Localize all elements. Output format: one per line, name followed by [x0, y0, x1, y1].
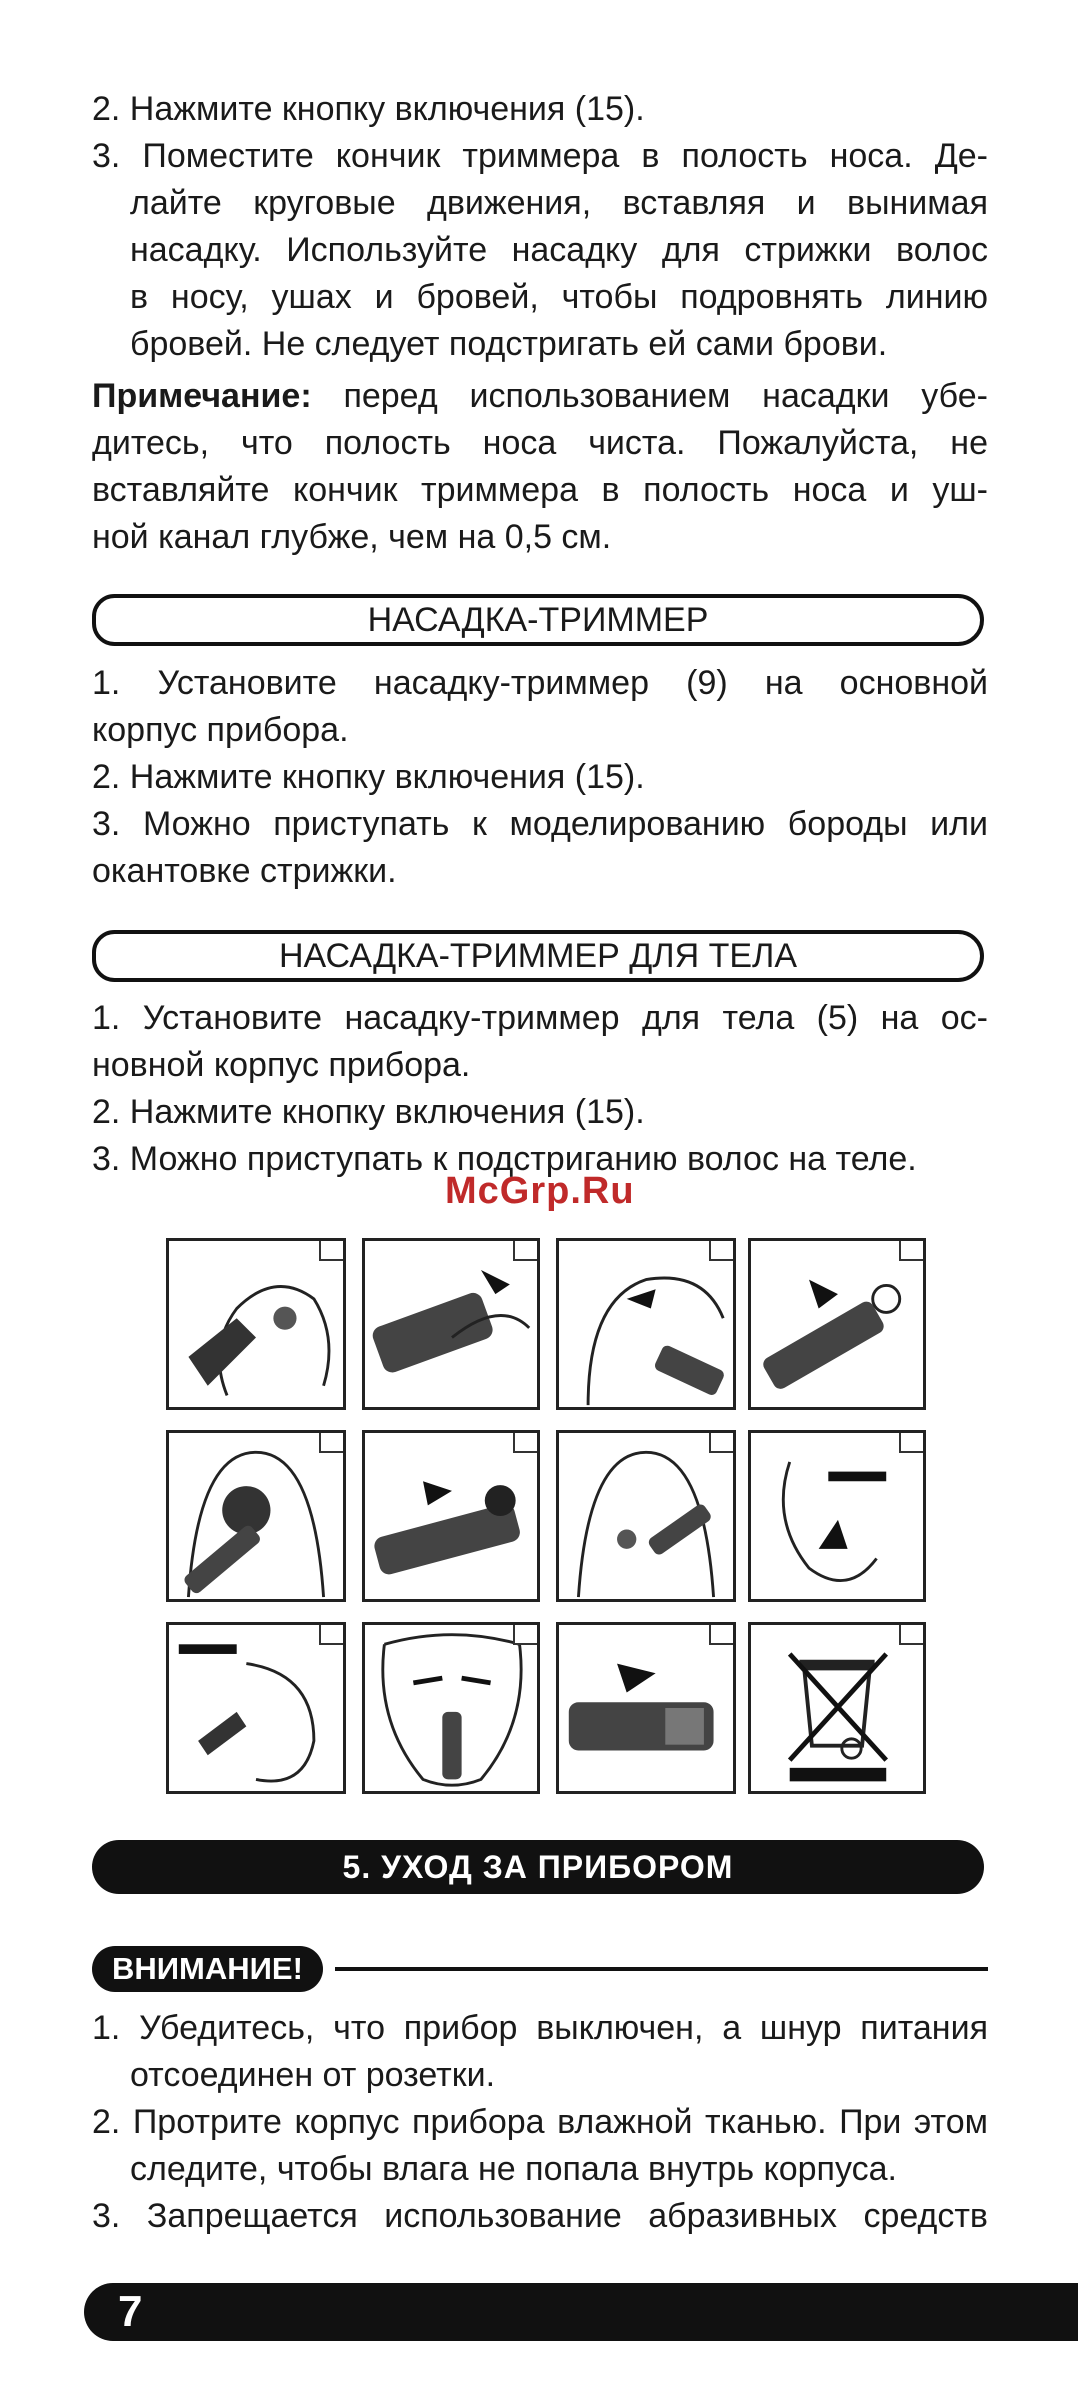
care-step-2-cont: следите, чтобы влага не попала внутрь корпуса. — [130, 2150, 897, 2188]
page-footer — [84, 2283, 1078, 2341]
step-2: 2. Нажмите кнопку включения (15). — [92, 90, 645, 128]
care-step-1-cont: отсоединен от розетки. — [130, 2056, 496, 2094]
body-step-3: 3. Можно приступать к подстриганию волос на теле. — [92, 1140, 917, 1178]
body-step-1: 1. Установите насадку-триммер для тела (5) на ос- — [92, 999, 988, 1037]
attach-head-illustration — [362, 1238, 540, 1410]
ear-trim-illustration — [166, 1622, 346, 1794]
body-trimmer-attach-illustration — [362, 1430, 540, 1602]
step-number-box — [709, 1625, 733, 1645]
trimmer-step-3-cont: окантовке стрижки. — [92, 852, 397, 890]
attention-label: ВНИМАНИЕ! — [92, 1946, 323, 1992]
care-body — [92, 2005, 988, 2240]
recycle-bin-crossed-icon — [748, 1622, 926, 1794]
nose-attachment-illustration — [748, 1238, 926, 1410]
trimmer-step-2: 2. Нажмите кнопку включения (15). — [92, 758, 645, 796]
step-number-box — [513, 1433, 537, 1453]
section-title-trimmer: НАСАДКА-ТРИММЕР — [92, 594, 984, 646]
watermark: McGrp.Ru — [445, 1170, 635, 1212]
step-number-box — [513, 1241, 537, 1261]
trimmer-step-1-cont: корпус прибора. — [92, 711, 349, 749]
step-number-box — [709, 1433, 733, 1453]
head-trim-illustration — [166, 1238, 346, 1410]
note — [92, 373, 988, 561]
step-number-box — [899, 1433, 923, 1453]
step-number-box — [513, 1625, 537, 1645]
chest-trim-2-illustration — [556, 1430, 736, 1602]
note-line-3: вставляйте кончик триммера в полость носа и уш- — [92, 471, 988, 509]
care-step-3: 3. Запрещается использование абразивных средств — [92, 2197, 988, 2235]
step-3-line-2: лайте круговые движения, вставляя и вынимая — [130, 184, 988, 222]
care-step-1: 1. Убедитесь, что прибор выключен, а шнур питания — [92, 2009, 988, 2047]
eyebrow-trim-illustration — [362, 1622, 540, 1794]
attention-divider — [335, 1967, 988, 1971]
step-3-line-3: насадку. Используйте насадку для стрижки волос — [130, 231, 988, 269]
care-heading: 5. УХОД ЗА ПРИБОРОМ — [92, 1840, 984, 1894]
step-3-line-4: в носу, ушах и бровей, чтобы подровнять линию — [130, 278, 988, 316]
step-number-box — [899, 1241, 923, 1261]
section-title-body-trimmer: НАСАДКА-ТРИММЕР ДЛЯ ТЕЛА — [92, 930, 984, 982]
trimmer-step-1: 1. Установите насадку-триммер (9) на основной — [92, 664, 988, 702]
care-step-2: 2. Протрите корпус прибора влажной тканью. При этом — [92, 2103, 988, 2141]
step-3-line-1: 3. Поместите кончик триммера в полость носа. Де- — [92, 137, 988, 175]
step-number-box — [319, 1625, 343, 1645]
page-number: 7 — [118, 2287, 143, 2336]
intro-steps — [92, 86, 988, 368]
chest-trim-illustration — [166, 1430, 346, 1602]
step-3-line-5: бровей. Не следует подстригать ей сами брови. — [130, 325, 888, 363]
body-step-1-cont: новной корпус прибора. — [92, 1046, 471, 1084]
head-remove-illustration — [556, 1622, 736, 1794]
nose-trim-illustration — [748, 1430, 926, 1602]
step-number-box — [319, 1433, 343, 1453]
illustration-grid — [166, 1238, 926, 1794]
trimmer-step-3: 3. Можно приступать к моделированию бороды или — [92, 805, 988, 843]
neck-trim-illustration — [556, 1238, 736, 1410]
step-number-box — [709, 1241, 733, 1261]
body-step-2: 2. Нажмите кнопку включения (15). — [92, 1093, 645, 1131]
step-number-box — [899, 1625, 923, 1645]
note-label: Примечание: — [92, 377, 312, 415]
section-body-trimmer-body — [92, 995, 988, 1183]
step-number-box — [319, 1241, 343, 1261]
note-line-1: Примечание: перед использованием насадки убе- — [92, 377, 988, 415]
note-line-4: ной канал глубже, чем на 0,5 см. — [92, 518, 612, 556]
note-line-2: дитесь, что полость носа чиста. Пожалуйста, не — [92, 424, 988, 462]
section-trimmer-body — [92, 660, 988, 895]
